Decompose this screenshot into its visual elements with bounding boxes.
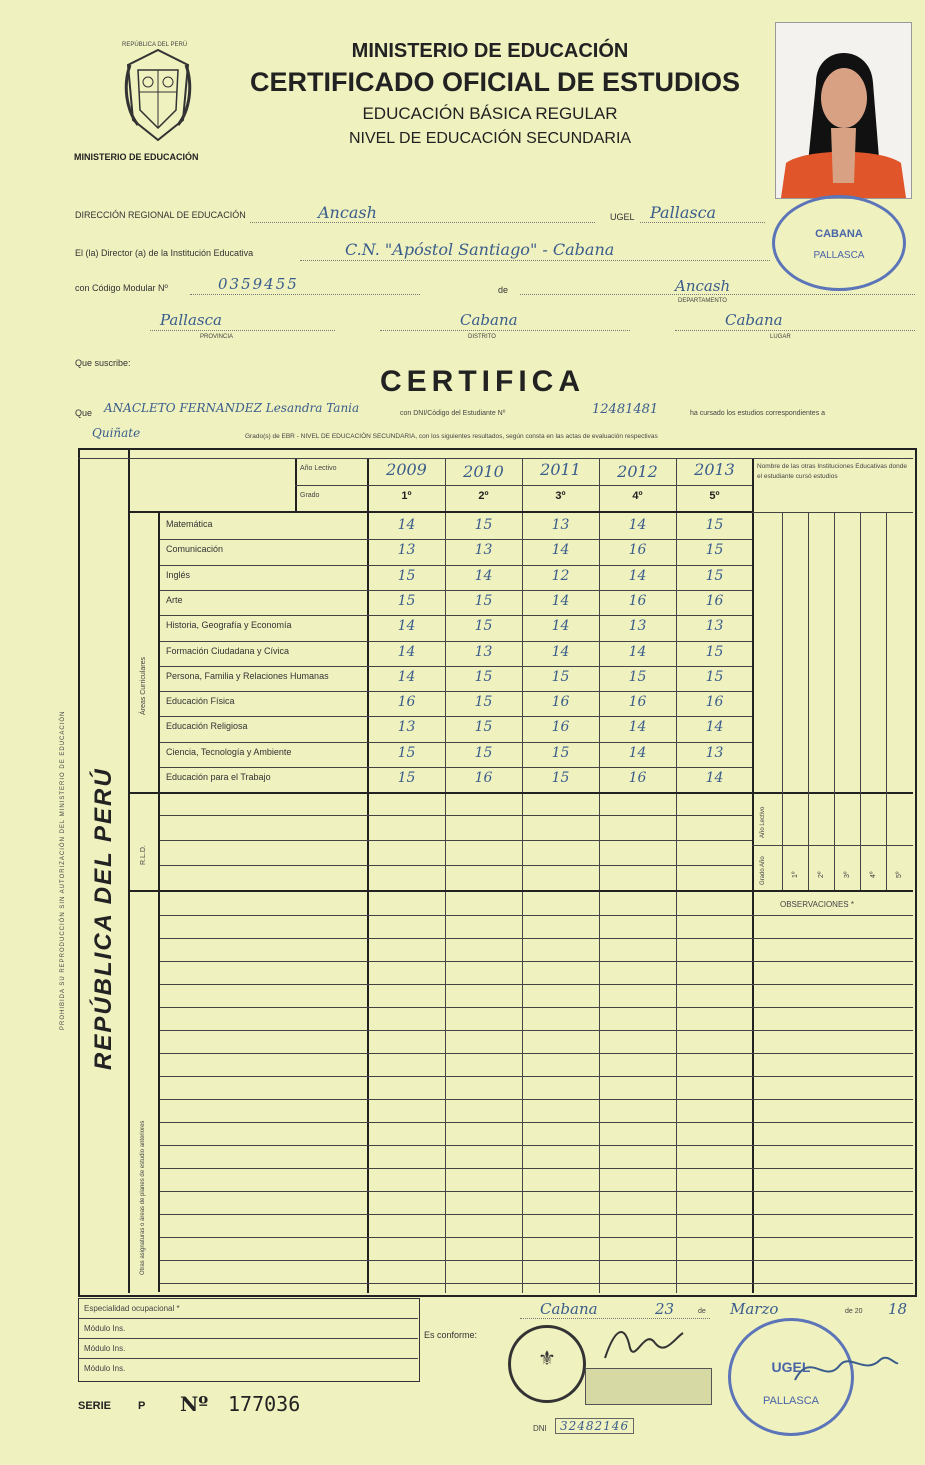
grade-mark: 16 bbox=[628, 593, 647, 609]
place-label: LUGAR bbox=[770, 334, 791, 340]
date-month: Marzo bbox=[730, 1300, 779, 1318]
ano-lectivo-label: Año Lectivo bbox=[760, 806, 766, 838]
grade-mark: 13 bbox=[705, 618, 724, 634]
grade-mark: 14 bbox=[628, 517, 647, 533]
de-label: de bbox=[498, 285, 509, 295]
subject-name: Persona, Familia y Relaciones Humanas bbox=[166, 671, 329, 681]
module-label-2: Módulo Ins. bbox=[84, 1344, 126, 1353]
grade-3: 3º bbox=[555, 490, 566, 502]
subject-name: Educación Religiosa bbox=[166, 721, 248, 731]
grade-mark: 15 bbox=[474, 669, 493, 685]
grade-mark: 16 bbox=[705, 694, 724, 710]
serie-value: P bbox=[138, 1400, 146, 1412]
grade-mark: 16 bbox=[628, 542, 647, 558]
grade-col-3: 3º bbox=[844, 871, 851, 878]
studies-text-2: Grado(s) de EBR - NIVEL DE EDUCACIÓN SECUNDARIA, con los siguientes resultados, según consta en las actas de evaluación respectivas bbox=[245, 433, 658, 440]
grade-mark: 16 bbox=[397, 694, 416, 710]
left-margin-notice: PROHIBIDA SU REPRODUCCIÓN SIN AUTORIZACIÓN DEL MINISTERIO DE EDUCACIÓN bbox=[60, 710, 66, 1030]
grade-col-5: 5º bbox=[896, 871, 903, 878]
grade-mark: 13 bbox=[628, 618, 647, 634]
module-label-1: Módulo Ins. bbox=[84, 1324, 126, 1333]
grade-mark: 16 bbox=[628, 694, 647, 710]
grade-mark: 14 bbox=[397, 618, 416, 634]
grade-mark: 15 bbox=[474, 517, 493, 533]
grade-mark: 14 bbox=[397, 669, 416, 685]
signer-dni-label: DNI bbox=[533, 1424, 547, 1433]
republic-side-label: REPÚBLICA DEL PERÚ bbox=[90, 767, 117, 1070]
year-5: 2013 bbox=[694, 460, 735, 479]
grade-mark: 16 bbox=[705, 593, 724, 609]
grade-mark: 15 bbox=[705, 644, 724, 660]
ministry-heading: MINISTERIO DE EDUCACIÓN bbox=[351, 40, 629, 62]
date-year-prefix: de 20 bbox=[845, 1308, 863, 1315]
subject-name: Inglés bbox=[166, 570, 191, 580]
modular-value: 0359455 bbox=[218, 275, 299, 293]
grade-mark: 15 bbox=[551, 770, 570, 786]
grade-mark: 15 bbox=[474, 745, 493, 761]
dni-value: 12481481 bbox=[592, 402, 659, 417]
student-name-2: Quiñate bbox=[92, 426, 141, 440]
ugel-label: UGEL bbox=[610, 212, 635, 222]
grade-mark: 15 bbox=[397, 593, 416, 609]
institution-seal: ⚜ bbox=[508, 1325, 586, 1403]
grade-mark: 15 bbox=[474, 719, 493, 735]
director-signature bbox=[595, 1318, 685, 1368]
grade-mark: 16 bbox=[628, 770, 647, 786]
que-label: Que bbox=[75, 408, 93, 418]
number-label: Nº bbox=[180, 1392, 209, 1416]
subject-name: Matemática bbox=[166, 519, 213, 529]
district-value: Cabana bbox=[460, 311, 518, 329]
date-de: de bbox=[698, 1308, 706, 1315]
year-4: 2012 bbox=[617, 462, 658, 481]
specialty-label: Especialidad ocupacional * bbox=[84, 1304, 180, 1313]
coat-of-arms-emblem bbox=[118, 40, 198, 145]
subject-name: Historia, Geografía y Economía bbox=[166, 620, 292, 630]
grade-mark: 14 bbox=[628, 719, 647, 735]
grade-mark: 15 bbox=[397, 568, 416, 584]
grade-mark: 13 bbox=[474, 644, 493, 660]
district-label: DISTRITO bbox=[468, 334, 496, 340]
emblem-top-text: REPÚBLICA DEL PERÚ bbox=[122, 42, 188, 48]
grade-col-1: 1º bbox=[792, 871, 799, 878]
grade-mark: 15 bbox=[551, 669, 570, 685]
grade-mark: 16 bbox=[474, 770, 493, 786]
grade-mark: 12 bbox=[551, 568, 570, 584]
grade-mark: 14 bbox=[628, 644, 647, 660]
grade-mark: 14 bbox=[628, 745, 647, 761]
grade-1: 1º bbox=[401, 490, 412, 502]
year-label: Año Lectivo bbox=[300, 465, 337, 472]
grade-mark: 15 bbox=[705, 517, 724, 533]
ugel-stamp-bottom: UGEL PALLASCA bbox=[728, 1318, 854, 1436]
certifica-heading: CERTIFICA bbox=[380, 365, 585, 398]
grade-mark: 15 bbox=[397, 770, 416, 786]
date-day: 23 bbox=[655, 1300, 675, 1318]
grade-col-2: 2º bbox=[818, 871, 825, 878]
department-label: DEPARTAMENTO bbox=[678, 298, 727, 304]
grade-mark: 13 bbox=[474, 542, 493, 558]
document-title: CERTIFICADO OFICIAL DE ESTUDIOS bbox=[249, 67, 741, 97]
dni-label: con DNI/Código del Estudiante Nº bbox=[400, 410, 506, 417]
studies-text: ha cursado los estudios correspondientes a bbox=[690, 410, 826, 417]
subject-name: Arte bbox=[166, 595, 183, 605]
grade-mark: 13 bbox=[705, 745, 724, 761]
ugel-signature bbox=[790, 1345, 900, 1395]
grade-2: 2º bbox=[478, 490, 489, 502]
emblem-caption: MINISTERIO DE EDUCACIÓN bbox=[74, 152, 199, 162]
year-2: 2010 bbox=[463, 462, 504, 481]
areas-label: Áreas Curriculares bbox=[140, 657, 147, 715]
province-value: Pallasca bbox=[160, 311, 222, 329]
signer-dni-value: 32482146 bbox=[555, 1418, 634, 1434]
ugel-value: Pallasca bbox=[650, 203, 717, 222]
grade-mark: 14 bbox=[551, 593, 570, 609]
date-year: 18 bbox=[888, 1300, 908, 1318]
module-label-3: Módulo Ins. bbox=[84, 1364, 126, 1373]
subject-name: Comunicación bbox=[166, 544, 224, 554]
grade-mark: 15 bbox=[628, 669, 647, 685]
grade-mark: 14 bbox=[705, 770, 724, 786]
province-label: PROVINCIA bbox=[200, 334, 234, 340]
institution-value: C.N. "Apóstol Santiago" - Cabana bbox=[345, 240, 615, 259]
year-1: 2009 bbox=[386, 460, 427, 479]
department-value: Ancash bbox=[675, 277, 731, 295]
student-name: ANACLETO FERNANDEZ Lesandra Tania bbox=[104, 401, 360, 415]
grade-mark: 15 bbox=[474, 618, 493, 634]
rld-label: R.L.D. bbox=[140, 845, 147, 865]
grade-4: 4º bbox=[632, 490, 643, 502]
other-institutions-header: Nombre de las otras Instituciones Educativas donde el estudiante cursó estudios bbox=[757, 463, 907, 480]
grade-mark: 14 bbox=[397, 517, 416, 533]
conforme-label: Es conforme: bbox=[424, 1330, 478, 1340]
subject-name: Ciencia, Tecnología y Ambiente bbox=[166, 747, 292, 757]
grade-mark: 15 bbox=[474, 694, 493, 710]
subject-name: Educación Física bbox=[166, 696, 235, 706]
subtitle-level: NIVEL DE EDUCACIÓN SECUNDARIA bbox=[348, 130, 632, 147]
subject-name: Formación Ciudadana y Cívica bbox=[166, 646, 290, 656]
subject-name: Educación para el Trabajo bbox=[166, 772, 271, 782]
grade-mark: 15 bbox=[705, 542, 724, 558]
ugel-stamp-top: CABANA PALLASCA bbox=[772, 195, 906, 291]
place-value: Cabana bbox=[725, 311, 783, 329]
grade-mark: 13 bbox=[397, 719, 416, 735]
grade-mark: 14 bbox=[705, 719, 724, 735]
grade-mark: 16 bbox=[551, 719, 570, 735]
certificate-number: 177036 bbox=[228, 1392, 301, 1416]
director-label: El (la) Director (a) de la Institución Educativa bbox=[75, 248, 254, 258]
grade-mark: 15 bbox=[474, 593, 493, 609]
grade-label: Grado bbox=[300, 492, 320, 499]
grade-mark: 15 bbox=[397, 745, 416, 761]
modular-label: con Código Modular Nº bbox=[75, 283, 168, 293]
subtitle-ebr: EDUCACIÓN BÁSICA REGULAR bbox=[362, 104, 618, 123]
other-subjects-label: Otras asignaturas o áreas de planes de estudio anteriores bbox=[140, 1120, 146, 1275]
serie-label: SERIE bbox=[78, 1400, 112, 1412]
grade-mark: 13 bbox=[397, 542, 416, 558]
dre-value: Ancash bbox=[318, 203, 377, 222]
que-suscribe: Que suscribe: bbox=[75, 358, 131, 368]
grade-mark: 16 bbox=[551, 694, 570, 710]
grade-mark: 15 bbox=[705, 669, 724, 685]
grade-year-label: Grado Año bbox=[760, 856, 766, 885]
grade-mark: 14 bbox=[397, 644, 416, 660]
year-3: 2011 bbox=[540, 460, 581, 479]
grade-mark: 15 bbox=[705, 568, 724, 584]
grade-5: 5º bbox=[709, 490, 720, 502]
student-photo bbox=[775, 22, 912, 199]
date-city: Cabana bbox=[540, 1300, 598, 1318]
grade-mark: 14 bbox=[551, 644, 570, 660]
observations-label: OBSERVACIONES * bbox=[780, 900, 854, 909]
grade-mark: 13 bbox=[551, 517, 570, 533]
grade-col-4: 4º bbox=[870, 871, 877, 878]
dre-label: DIRECCIÓN REGIONAL DE EDUCACIÓN bbox=[75, 210, 246, 220]
grade-mark: 14 bbox=[628, 568, 647, 584]
director-name-box bbox=[585, 1368, 712, 1405]
grade-mark: 15 bbox=[551, 745, 570, 761]
grade-mark: 14 bbox=[551, 542, 570, 558]
grade-mark: 14 bbox=[551, 618, 570, 634]
grade-mark: 14 bbox=[474, 568, 493, 584]
